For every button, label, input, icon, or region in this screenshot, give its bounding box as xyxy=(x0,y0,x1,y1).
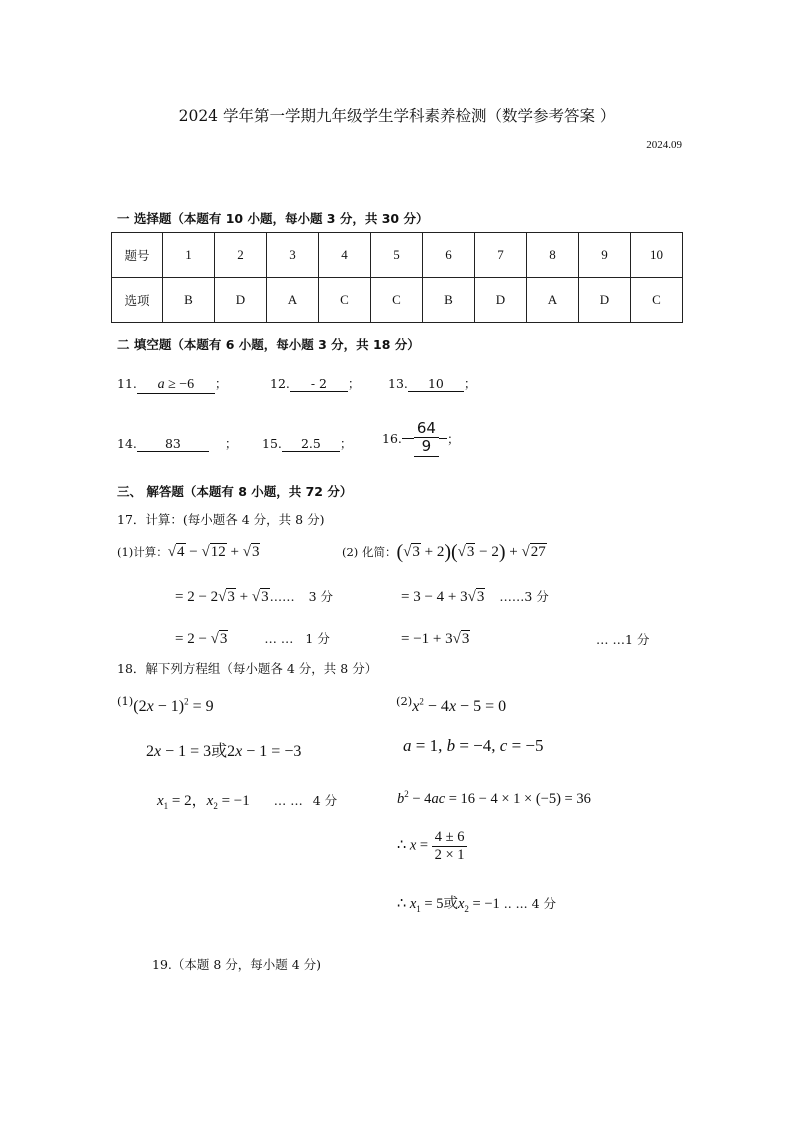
separator: ； xyxy=(339,436,353,451)
table-cell: D xyxy=(579,278,631,323)
separator: ； xyxy=(463,376,477,391)
separator: ； xyxy=(214,376,228,391)
score-label: 3 分 xyxy=(308,589,334,604)
variable: a xyxy=(403,736,412,755)
table-cell: D xyxy=(215,278,267,323)
part-label: (1)计算： xyxy=(117,545,168,559)
q18-part2-formula xyxy=(397,829,467,863)
dots: …… xyxy=(269,589,295,604)
table-cell: C xyxy=(371,278,423,323)
variable: x xyxy=(412,698,420,715)
variable: x xyxy=(146,698,154,715)
step-text: = 5或 xyxy=(420,896,458,912)
subscript: 2 xyxy=(464,903,469,914)
score-label: .. ... 4 分 xyxy=(499,896,556,911)
separator: ； xyxy=(224,436,238,451)
table-cell: 9 xyxy=(579,233,631,278)
subscript: 1 xyxy=(163,801,169,811)
q17-part1-expression: (1)计算：√4 − √12 + √3 xyxy=(117,544,260,560)
question-number: 14. xyxy=(117,436,137,451)
quadratic-fraction xyxy=(432,829,468,863)
q18-part1-solution xyxy=(157,789,337,811)
q18-part2-coefficients xyxy=(403,736,544,756)
variable: b xyxy=(397,790,405,807)
q18-part2-discriminant xyxy=(397,789,591,808)
operator: − xyxy=(185,544,202,560)
table-cell: C xyxy=(631,278,683,323)
operator: + xyxy=(505,544,522,560)
variable: x xyxy=(206,793,214,809)
step-text: = −1 xyxy=(468,896,500,912)
section1-heading: 一 选择题（本题有 10 小题，每小题 3 分，共 30 分） xyxy=(117,211,429,226)
variable: x xyxy=(235,743,243,760)
answer-blank: 83 xyxy=(137,436,209,452)
table-cell: 6 xyxy=(423,233,475,278)
step-text: = −4, xyxy=(455,736,500,755)
answer-blank xyxy=(137,377,215,394)
answer-15 xyxy=(262,434,352,452)
question-number: 16. xyxy=(382,430,402,446)
denominator: 2 × 1 xyxy=(434,846,465,863)
step-text: − 4 xyxy=(408,790,432,807)
q17-part2-expression: (2) 化简：(√3 + 2)(√3 − 2) + √27 xyxy=(342,541,546,563)
radicand: 3 xyxy=(251,544,260,560)
table-cell: 3 xyxy=(267,233,319,278)
exam-date: 2024.09 xyxy=(646,139,682,151)
step-text: = −1 + 3 xyxy=(401,631,453,647)
variable: b xyxy=(446,736,456,755)
step-text: = 1, xyxy=(411,736,447,755)
dots: … … xyxy=(273,793,303,808)
variable: x xyxy=(409,837,417,854)
answer-value: ≥ −6 xyxy=(164,377,195,392)
numerator: 4 ± 6 xyxy=(432,829,468,847)
q17-part2-step1: = 3 − 4 + 3√3 ……3 分 xyxy=(401,589,549,605)
therefore-symbol: ∴ xyxy=(397,896,410,912)
exponent: 2 xyxy=(184,696,189,707)
variable: ac xyxy=(431,790,446,807)
row-label-number: 题号 xyxy=(112,233,163,278)
table-cell: D xyxy=(475,278,527,323)
part-label: (2) 化简： xyxy=(342,545,397,559)
question-number: 12. xyxy=(270,376,290,391)
table-cell: 8 xyxy=(527,233,579,278)
step-text: = −1 xyxy=(217,793,250,809)
table-cell: 1 xyxy=(163,233,215,278)
step-text: − 5 = 0 xyxy=(456,698,507,715)
q18-part1-equation xyxy=(117,694,214,716)
table-cell: A xyxy=(267,278,319,323)
answer-14 xyxy=(117,434,237,452)
step-text: = 2， xyxy=(168,793,207,809)
table-cell: 10 xyxy=(631,233,683,278)
score-label: 4 分 xyxy=(312,793,338,808)
question-number: 15. xyxy=(262,436,282,451)
q17-part2-score: … …1 分 xyxy=(596,632,650,647)
page-title: 2024 学年第一学期九年级学生学科素养检测（数学参考答案 ） xyxy=(178,107,616,125)
blank-line xyxy=(439,438,447,439)
denominator: 9 xyxy=(421,437,432,456)
score-label: 1 分 xyxy=(305,631,330,646)
part-label: (1) xyxy=(117,694,134,708)
table-cell: 7 xyxy=(475,233,527,278)
score-label: ……3 分 xyxy=(499,589,549,604)
q17-part2-step2: = −1 + 3√3 xyxy=(401,631,470,647)
blank-line xyxy=(402,438,414,439)
answer-11 xyxy=(117,374,227,394)
q18-title: 18．解下列方程组（每小题各 4 分，共 8 分） xyxy=(117,661,378,676)
exponent: 2 xyxy=(404,789,409,799)
operator: + xyxy=(226,544,243,560)
answer-table xyxy=(111,232,683,323)
q18-part2-solution xyxy=(397,892,556,914)
part-label: (2) xyxy=(396,694,413,708)
table-cell: B xyxy=(163,278,215,323)
step-text: = 3 − 4 + 3 xyxy=(401,589,468,605)
variable: x xyxy=(448,698,457,715)
radicand: 3 xyxy=(476,589,485,605)
table-cell: A xyxy=(527,278,579,323)
answer-16 xyxy=(382,420,460,457)
radicand: 3 xyxy=(466,544,475,560)
exponent: 2 xyxy=(419,696,424,707)
question-number: 11. xyxy=(117,376,137,391)
q17-part1-step1: = 2 − 2√3 + √3…… 3 分 xyxy=(175,589,334,605)
variable: c xyxy=(499,736,508,755)
answer-13 xyxy=(388,374,476,392)
answer-12 xyxy=(270,374,360,392)
subscript: 2 xyxy=(213,801,218,811)
step-text: = 16 − 4 × 1 × (−5) = 36 xyxy=(445,790,591,807)
variable: x xyxy=(457,896,465,912)
q18-part2-equation xyxy=(396,694,506,716)
radicand: 27 xyxy=(530,544,546,560)
table-row-numbers xyxy=(112,233,683,278)
q17-part1-step2: = 2 − √3 … … 1 分 xyxy=(175,631,330,647)
q17-title: 17．计算：(每小题各 4 分，共 8 分) xyxy=(117,512,325,527)
radicand: 3 xyxy=(412,544,420,560)
variable: x xyxy=(154,743,162,760)
separator: ； xyxy=(347,376,361,391)
table-cell: 2 xyxy=(215,233,267,278)
table-cell: C xyxy=(319,278,371,323)
step-text: (2 xyxy=(133,698,147,715)
question-number: 13. xyxy=(388,376,408,391)
answer-var: a xyxy=(157,377,165,392)
radicand: 12 xyxy=(210,544,226,560)
dots: … … xyxy=(264,631,294,646)
table-cell: 4 xyxy=(319,233,371,278)
step-text: = 2 − xyxy=(175,631,211,647)
numerator: 64 xyxy=(414,420,439,438)
table-row-answers xyxy=(112,278,683,323)
radicand: 3 xyxy=(261,589,269,605)
radicand: 3 xyxy=(219,631,228,647)
subscript: 1 xyxy=(416,903,421,914)
variable: x xyxy=(409,896,417,912)
q19-title: 19.（本题 8 分，每小题 4 分) xyxy=(152,957,322,972)
step-text: − 2 xyxy=(475,544,499,560)
answer-blank: 10 xyxy=(408,376,464,392)
separator: ； xyxy=(446,431,460,447)
table-cell: 5 xyxy=(371,233,423,278)
table-cell: B xyxy=(423,278,475,323)
step-text: + 2 xyxy=(420,544,445,560)
answer-blank: - 2 xyxy=(290,376,348,392)
fraction-64-9 xyxy=(414,420,439,457)
operator: + xyxy=(235,589,252,605)
step-text: − 1) xyxy=(153,698,185,715)
section2-heading: 二 填空题（本题有 6 小题，每小题 3 分，共 18 分） xyxy=(117,337,420,352)
step-text: − 1 = 3或2 xyxy=(161,743,236,760)
step-text: = xyxy=(416,837,432,854)
section3-heading: 三、 解答题（本题有 8 小题，共 72 分） xyxy=(117,484,353,499)
step-text: = 9 xyxy=(188,698,214,715)
answer-blank: 2.5 xyxy=(282,436,340,452)
q18-part1-step1 xyxy=(146,738,301,761)
step-text: − 1 = −3 xyxy=(242,743,302,760)
therefore-symbol: ∴ xyxy=(397,837,410,854)
radicand: 3 xyxy=(227,589,235,605)
radicand: 4 xyxy=(177,544,185,560)
row-label-option: 选项 xyxy=(112,278,163,323)
step-text: − 4 xyxy=(423,698,449,715)
step-text: 2 xyxy=(146,743,154,760)
variable: x xyxy=(157,793,164,809)
step-text: = 2 − 2 xyxy=(175,589,219,605)
step-text: = −5 xyxy=(507,736,544,755)
radicand: 3 xyxy=(461,631,470,647)
